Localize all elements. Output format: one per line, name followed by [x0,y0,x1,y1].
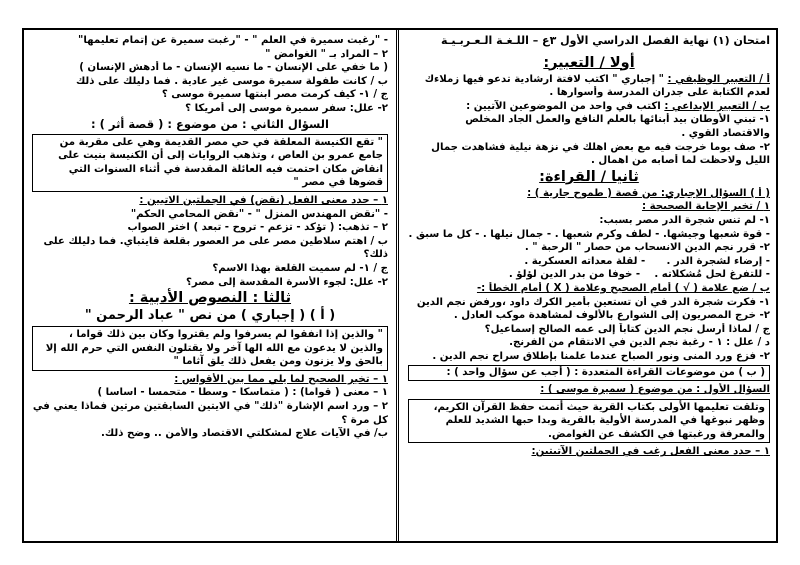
left-line-14: ١ – معنى ( قواما) : ( متماسكا - وسطا - متحمسا - اساسا ) [97,387,388,399]
question-1-options: - قوة شعبها وجيشها. - لطف وكرم شعبها . - جمال نيلها . - كل ما سبق . [408,228,770,240]
last-question: ١ – حدد معنى الفعل رغب في الجملتين الآتيتين: [531,446,770,458]
left-line-9: ٢ – تذهب: ( تؤكد - تزعم - تروح - تبعد ) اختر الصواب [127,222,388,234]
left-line-15b: كل مرة ؟ [341,414,388,426]
section-expression-title: أولا / التعبير: [543,54,635,71]
reading-required-question: ( أ ) السؤال الإجباري: من قصة ( طموح جارية ) : [527,187,770,199]
q2-option-a: - إرضاء لشجرة الدر . [666,255,770,267]
question-d-2: ٢- فزع ورد المنى ونور الصباح عندما علمنا بإطلاق سراح نجم الدين . [432,350,770,362]
second-question-heading: السؤال الثاني : من موضوع : ( قصة أثر ) : [91,116,329,131]
creative-option-2: ٢- صف يوما خرجت فيه مع بعض اهلك في نزهة نيلية فشاهدت جمال [431,141,770,153]
poem-heading: ( أ ) ( إجباري ) من نص " عباد الرحمن " [84,308,336,324]
church-passage-box: " تقع الكنيسة المعلقة في حي مصر القديمة وهي على مقربة من جامع عمرو بن العاص ، وتذهب الروايات إلى أن الكنيسة بنيت على انقاض مكان احتمت فيه العائلة المقدسة في أثناء السنوات التي قضوها في مصر " [32,134,388,192]
left-column [32,34,388,441]
functional-text: " إجباري " اكتب لافتة ارشادية تدعو فيها زملاءك [424,73,664,85]
section-reading-title: ثانيا / القراءة: [539,168,639,185]
left-line-7: ١ – حدد معنى الفعل (نقض) في الجملتين الاتيين : [139,194,388,206]
true-false-1: ١- فكرت شجرة الدر في أن تستعين بأمير الكرك داود ،ورفض نجم الدين [416,296,770,308]
true-false-2: ٢- خرج المصريون إلى الشوارع بالألوف لمشاهدة موكب العادل . [453,310,770,322]
creative-option-1b: والاقتصاد القوي . [681,127,770,139]
question-d: د / علل : ١ - رغبة نجم الدين في الانتقام من الفرنج. [509,337,770,349]
functional-text-2: لعدم الكتابة على جدران المدرسة وأسوارها . [549,87,770,99]
left-line-8: - "نقض المهندس المنزل " - "نقض المحامي الحكم" [130,208,388,220]
creative-option-2b: الليل ولاحظت لما أصابه من اهمال . [590,155,770,167]
left-line-10: ب / اهتم سلاطين مصر على مر العصور بقلعة قايتباي. فما دليلك على [43,235,388,247]
true-false-label: ب / ضع علامة ( √ ) أمام الصحيح وعلامة ( X ) أمام الخطأ :- [476,282,770,294]
samira-passage-box: وتلقت تعليمها الأولى بكتاب القرية حيث أتمت حفظ القرآن الكريم، وظهر نبوغها في المدرسة الأولية بالقرية وبدا حبها الشديد للعلم والمعرفة ورغبتها في الكشف عن الغوامض. [408,399,770,444]
creative-option-1: ١- تبني الأوطان بيد أبنائها بالعلم النافع والعمل الجاد المخلص [465,114,770,126]
left-line-3: ( ما خفي على الإنسان - ما نسيه الإنسان - ما أدهش الإنسان ) [79,62,388,74]
functional-label: أ / التعبير الوظيفي : [667,73,770,85]
right-column [408,34,770,459]
exam-header: امتحان (١) نهاية الفصل الدراسي الأول ٣ع – اللـغـة الـعـربـيـة [440,34,770,47]
verses-passage-box: " والذين إذا انفقوا لم يسرفوا ولم يقتروا وكان بين ذلك قواما ، والذين لا يدعون مع الله الها آخر ولا يقتلون النفس التي حرم الله إلا بالحق ولا يزنون ومن يفعل ذلك يلق آثاما " [32,326,388,371]
left-line-10b: ذلك؟ [363,249,388,261]
left-line-1: - "رغبت سميرة في العلم " - "رغبت سميرة عن إتمام تعليمها" [78,35,388,46]
choose-correct-label: ١ / تخير الإجابة الصحيحة : [641,201,770,213]
left-line-15: ٢ – ورد اسم الإشارة "ذلك" في الايتين السابقتين مرتين فماذا يعني في [32,401,388,413]
creative-label: ب / التعبير الإبداعي : [664,100,770,112]
question-c: ج / لماذا أرسل نجم الدين كتاباً إلى عمه الصالح إسماعيل؟ [484,323,770,335]
question-2: ٢- قرر نجم الدين الانسحاب من حصار " الرحبة " . [524,242,770,254]
q2-option-c: - للتفرغ لحل مُشكلاته . [654,269,770,281]
left-line-11: ج / ١- لم سميت القلعة بهذا الاسم؟ [212,262,388,274]
left-line-16: ب/ في الآيات علاج لمشكلتي الاقتصاد والأمن .. وضح ذلك. [101,428,388,440]
section-literary-texts-title: ثالثا : النصوص الأدبية : [128,290,292,307]
left-line-12: ٢- علل: لجوء الأسرة المقدسة إلى مصر؟ [186,276,388,288]
creative-text: اكتب في واحد من الموضوعين الآتيين : [466,100,661,112]
q2-option-b: - لقلة معداته العسكرية . [524,255,646,267]
q2-option-d: - خوفا من بدر الدين لؤلؤ . [508,269,641,281]
column-divider [396,28,399,543]
left-line-5: ج / ١- كيف كرمت مصر ابنتها سميرة موسى ؟ [161,89,388,101]
left-line-4: ب / كانت طفولة سميرة موسى غير عادية . فما دليلك على ذلك [75,75,388,87]
reading-multi-heading: ( ب ) من موضوعات القراءة المتعددة : ( أجب عن سؤال واحد ) : [408,365,770,381]
left-line-13: ١ – تخير الصحيح لما يلي مما بين الأقواس : [174,373,388,385]
first-question-heading: السؤال الأول : من موضوع ( سميرة موسى ) : [540,384,770,396]
question-1: ١- لم تنس شجرة الدر مصر بسبب: [599,214,770,226]
left-line-6: ٢- علل: سفر سميرة موسى إلى أمريكا ؟ [185,102,388,114]
left-line-2: ٢ – المراد بـ " الغوامض " [265,48,388,60]
